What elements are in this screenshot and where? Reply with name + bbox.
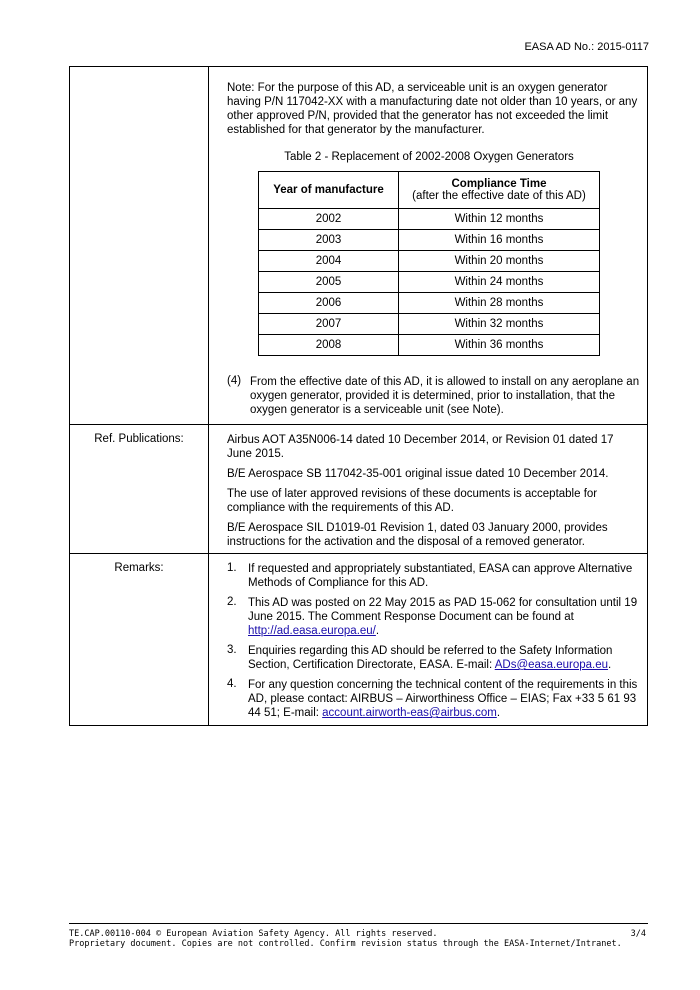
ref-publications-content: [227, 433, 641, 555]
year-cell: 2008: [259, 335, 399, 356]
remark-text-end: .: [375, 625, 380, 637]
footer-disclaimer: Proprietary document. Copies are not controlled. Confirm revision status through the EASA-Internet/Intranet.: [69, 939, 622, 949]
remark-text: [248, 596, 641, 638]
remark-number: 4.: [227, 678, 237, 690]
table-row: [259, 209, 600, 230]
time-cell: Within 24 months: [399, 272, 600, 293]
remark-text-body: For any question concerning the technical content of the requirements in this AD, please contact: AIRBUS – Airworthiness Office – EIAS; Fax +33 5 61 93 44 51; E-mail:: [248, 679, 638, 719]
remark-text-end: .: [608, 659, 612, 671]
table-row: [259, 272, 600, 293]
table-row: [259, 230, 600, 251]
column-divider: [208, 425, 209, 554]
ref-publications-row: [70, 424, 647, 554]
ref-paragraph: The use of later approved revisions of these documents is acceptable for compliance with the requirements of this AD.: [227, 488, 598, 514]
year-cell: 2002: [259, 209, 399, 230]
ref-publications-label: Ref. Publications:: [94, 433, 184, 445]
time-cell: Within 16 months: [399, 230, 600, 251]
remark-item: [227, 678, 641, 720]
remarks-label: Remarks:: [114, 562, 164, 574]
time-cell: Within 12 months: [399, 209, 600, 230]
year-cell: 2003: [259, 230, 399, 251]
requirement-4: [227, 375, 641, 417]
year-cell: 2006: [259, 293, 399, 314]
table-row: [259, 314, 600, 335]
year-cell: 2007: [259, 314, 399, 335]
compliance-time-table: [258, 171, 600, 356]
easa-email-link[interactable]: ADs@easa.europa.eu: [494, 659, 609, 671]
time-cell: Within 28 months: [399, 293, 600, 314]
remark-number: 2.: [227, 596, 237, 608]
year-cell: 2004: [259, 251, 399, 272]
year-header: Year of manufacture: [259, 172, 399, 209]
remark-item: [227, 596, 641, 638]
table-row: [259, 251, 600, 272]
page-number: 3/4: [630, 929, 646, 939]
compliance-header-sub: (after the effective date of this AD): [412, 190, 586, 202]
remark-text-body: Enquiries regarding this AD should be referred to the Safety Information Section, Certification Directorate, EASA. E-mail:: [248, 645, 613, 671]
compliance-header-title: Compliance Time: [451, 178, 547, 190]
ref-paragraph: Airbus AOT A35N006-14 dated 10 December 2014, or Revision 01 dated 17 June 2015.: [227, 434, 614, 460]
time-cell: Within 20 months: [399, 251, 600, 272]
remark-number: 1.: [227, 562, 237, 574]
ad-content-table: [69, 66, 648, 726]
airbus-email-link[interactable]: account.airworth-eas@airbus.com: [322, 707, 497, 719]
crd-link[interactable]: http://ad.easa.europa.eu/: [248, 625, 376, 637]
year-cell: 2005: [259, 272, 399, 293]
remark-item: [227, 562, 641, 590]
remark-number: 3.: [227, 644, 237, 656]
table-caption: Table 2 - Replacement of 2002-2008 Oxygen Generators: [284, 151, 574, 163]
remark-text-body: This AD was posted on 22 May 2015 as PAD 15-062 for consultation until 19 June 2015. The Comment Response Document can be found at: [248, 597, 638, 623]
remark-text: [248, 678, 641, 720]
requirement-4-number: (4): [227, 375, 242, 387]
compliance-header: [399, 172, 600, 209]
column-divider: [208, 554, 209, 726]
remark-item: [227, 644, 641, 672]
remarks-row: [70, 553, 647, 726]
requirement-4-text: From the effective date of this AD, it is allowed to install on any aeroplane an oxygen generator, provided it is determined, prior to installation, that the oxygen generator is a serviceable unit (see Note).: [250, 376, 640, 416]
footer-copyright: TE.CAP.00110-004 © European Aviation Safety Agency. All rights reserved.: [69, 929, 438, 939]
table-row: [259, 293, 600, 314]
ref-paragraph: B/E Aerospace SIL D1019-01 Revision 1, dated 03 January 2000, provides instructions for the activation and the disposal of a removed generator.: [227, 522, 608, 548]
time-cell: Within 36 months: [399, 335, 600, 356]
time-cell: Within 32 months: [399, 314, 600, 335]
ref-paragraph: B/E Aerospace SB 117042-35-001 original issue dated 10 December 2014.: [227, 468, 609, 480]
footer: [69, 929, 648, 949]
remark-text: If requested and appropriately substantiated, EASA can approve Alternative Methods of Compliance for this AD.: [248, 563, 633, 589]
remarks-content: [227, 562, 641, 726]
note-row: [70, 67, 647, 424]
table-header-row: [259, 172, 600, 209]
footer-divider: [69, 923, 648, 924]
note-text: Note: For the purpose of this AD, a serviceable unit is an oxygen generator having P/N 117042-XX with a manufacturing date not older than 10 years, or any other approved P/N, provided that the generator has not exceeded the limit established for that generator by the manufacturer.: [227, 82, 638, 136]
table-row: [259, 335, 600, 356]
ad-number: EASA AD No.: 2015-0117: [524, 41, 649, 53]
remark-text-end: .: [496, 707, 501, 719]
remark-text: [248, 644, 641, 672]
column-divider: [208, 67, 209, 424]
note-block: [227, 81, 641, 137]
